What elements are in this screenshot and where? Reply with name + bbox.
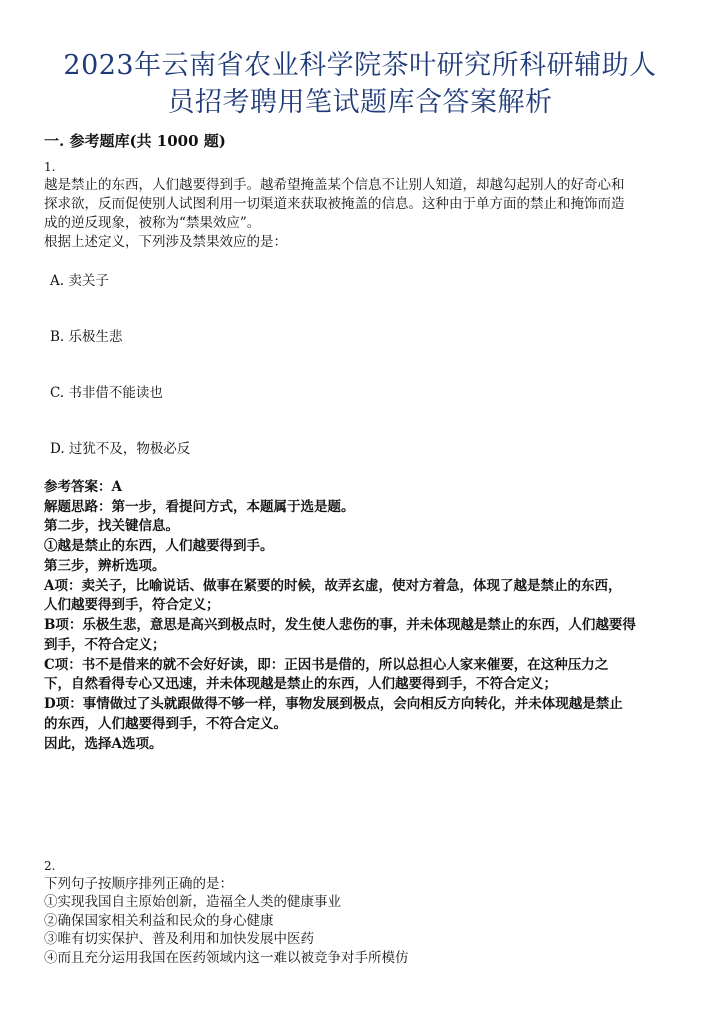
question-1-option-a: A. 卖关子	[50, 273, 109, 289]
answer-line: 下，自然看得专心又迅速，并未体现越是禁止的东西，人们越要得到手，不符合定义；	[44, 676, 557, 692]
question-1-option-d: D. 过犹不及，物极必反	[50, 441, 191, 457]
question-1-stem-line: 成的逆反现象，被称为“禁果效应”。	[44, 215, 261, 231]
question-1-option-b: B. 乐极生悲	[50, 329, 123, 345]
question-2-number: 2.	[44, 859, 56, 873]
document-title-line-2: 员招考聘用笔试题库含答案解析	[167, 87, 553, 118]
question-2-stem-line: ①实现我国自主原始创新，造福全人类的健康事业	[44, 894, 341, 910]
question-2-stem-line: ②确保国家相关利益和民众的身心健康	[44, 913, 274, 929]
question-1-stem-line: 越是禁止的东西，人们越要得到手。越希望掩盖某个信息不让别人知道，却越勾起别人的好奇心和	[44, 177, 625, 193]
answer-line: 第二步，找关键信息。	[44, 518, 179, 534]
answer-line: 的东西，人们越要得到手，不符合定义。	[44, 716, 287, 732]
answer-line: D项：事情做过了头就跟做得不够一样，事物发展到极点，会向相反方向转化，并未体现越是禁止	[44, 696, 623, 712]
question-2-stem-line: ④而且充分运用我国在医药领域内这一难以被竞争对手所模仿	[44, 950, 409, 966]
document-title-line-1: 2023年云南省农业科学院茶叶研究所科研辅助人	[63, 50, 657, 81]
question-1-number: 1.	[44, 160, 56, 174]
answer-line: 第三步，辨析选项。	[44, 558, 166, 574]
answer-line: 到手，不符合定义；	[44, 637, 166, 653]
answer-line: B项：乐极生悲，意思是高兴到极点时，发生使人悲伤的事，并未体现越是禁止的东西，人们越要得	[44, 617, 636, 633]
question-2-stem-line: ③唯有切实保护、普及利用和加快发展中医药	[44, 931, 314, 947]
answer-line: 人们越要得到手，符合定义；	[44, 597, 220, 613]
question-2-stem-line: 下列句子按顺序排列正确的是：	[44, 876, 233, 892]
answer-line: 因此，选择A选项。	[44, 736, 163, 752]
answer-line: 解题思路：第一步，看提问方式，本题属于选是题。	[44, 499, 355, 515]
question-1-stem-line: 根据上述定义，下列涉及禁果效应的是：	[44, 234, 287, 250]
question-1-stem-line: 探求欲，反而促使别人试图利用一切渠道来获取被掩盖的信息。这种由于单方面的禁止和掩饰而造	[44, 196, 625, 212]
answer-line: C项：书不是借来的就不会好好读，即：正因书是借的，所以总担心人家来催要，在这种压力之	[44, 657, 609, 673]
answer-line: 参考答案：A	[44, 479, 122, 495]
answer-line: A项：卖关子，比喻说话、做事在紧要的时候，故弄玄虚，使对方着急，体现了越是禁止的东西，	[44, 578, 622, 594]
question-1-option-c: C. 书非借不能读也	[50, 385, 163, 401]
section-heading: 一. 参考题库(共 1000 题)	[44, 132, 226, 150]
answer-line: ①越是禁止的东西，人们越要得到手。	[44, 538, 274, 554]
